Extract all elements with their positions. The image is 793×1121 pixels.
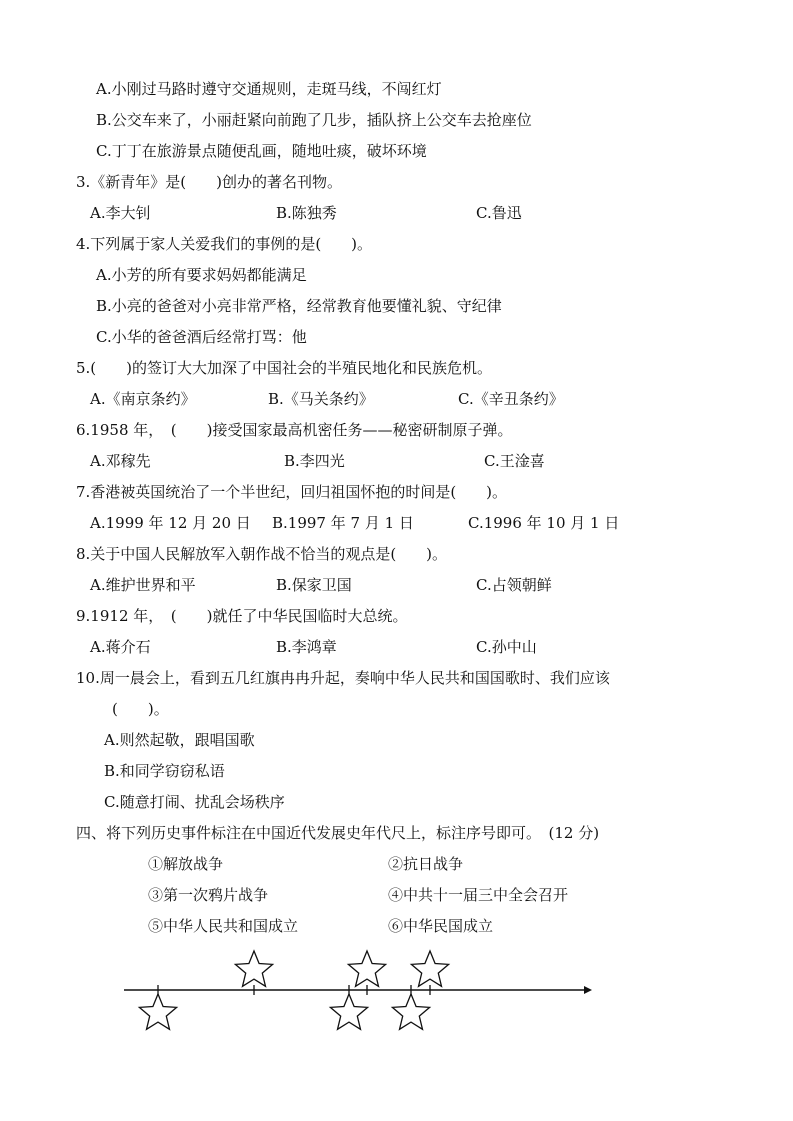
event-item: ⑥中华民国成立 — [388, 917, 494, 935]
q6-option-b: B.李四光 — [284, 452, 345, 470]
q2-option-b: B.公交车来了，小丽赶紧向前跑了几步，插队挤上公交车去抢座位 — [96, 111, 532, 129]
event-item: ①解放战争 — [148, 855, 224, 873]
q4-option-a: A.小芳的所有要求妈妈都能满足 — [96, 266, 307, 284]
q8-option-a: A.维护世界和平 — [90, 576, 196, 594]
q4-stem: 4.下列属于家人关爱我们的事例的是( )。 — [76, 235, 373, 253]
event-item: ④中共十一届三中全会召开 — [388, 886, 569, 904]
q6-stem: 6.1958 年， ( )接受国家最高机密任务——秘密研制原子弹。 — [76, 421, 513, 439]
q2-option-a: A.小刚过马路时遵守交通规则，走斑马线，不闯红灯 — [96, 80, 442, 98]
star-marker-icon[interactable] — [392, 994, 429, 1029]
q9-stem: 9.1912 年， ( )就任了中华民国临时大总统。 — [76, 607, 408, 625]
timeline-arrow-icon — [584, 986, 592, 994]
q10-option-a: A.则然起敬，跟唱国歌 — [104, 731, 255, 749]
q10-option-c: C.随意打闹、扰乱会场秩序 — [104, 793, 285, 811]
q6-option-a: A.邓稼先 — [90, 452, 151, 470]
q3-option-b: B.陈独秀 — [276, 204, 337, 222]
star-marker-icon[interactable] — [235, 951, 272, 986]
q8-stem: 8.关于中国人民解放军入朝作战不恰当的观点是( )。 — [76, 545, 448, 563]
q6-option-c: C.王淦喜 — [484, 452, 545, 470]
q4-option-b: B.小亮的爸爸对小亮非常严格，经常教育他要懂礼貌、守纪律 — [96, 297, 502, 315]
event-item: ③第一次鸦片战争 — [148, 886, 269, 904]
section-4-heading: 四、将下列历史事件标注在中国近代发展史年代尺上，标注序号即可。 (12 分) — [76, 824, 600, 842]
q7-option-b: B.1997 年 7 月 1 日 — [272, 514, 414, 532]
q3-stem: 3.《新青年》是( )创办的著名刊物。 — [76, 173, 343, 191]
q7-option-c: C.1996 年 10 月 1 日 — [468, 514, 620, 532]
history-timeline — [0, 940, 793, 1050]
q3-option-a: A.李大钊 — [90, 204, 151, 222]
q10-stem: 10.周一晨会上，看到五几红旗冉冉升起，奏响中华人民共和国国歌时、我们应该 — [76, 669, 610, 687]
q7-option-a: A.1999 年 12 月 20 日 — [90, 514, 251, 532]
q5-option-b: B.《马关条约》 — [268, 390, 374, 408]
q2-option-c: C.丁丁在旅游景点随便乱画，随地吐痰，破坏环境 — [96, 142, 427, 160]
q9-option-a: A.蒋介石 — [90, 638, 151, 656]
q9-option-c: C.孙中山 — [476, 638, 537, 656]
q10-stem-continuation: ( )。 — [112, 700, 169, 718]
q5-option-c: C.《辛丑条约》 — [458, 390, 564, 408]
q8-option-b: B.保家卫国 — [276, 576, 352, 594]
q8-option-c: C.占领朝鲜 — [476, 576, 552, 594]
event-item: ⑤中华人民共和国成立 — [148, 917, 299, 935]
q9-option-b: B.李鸿章 — [276, 638, 337, 656]
q5-option-a: A.《南京条约》 — [90, 390, 196, 408]
q3-option-c: C.鲁迅 — [476, 204, 522, 222]
q10-option-b: B.和同学窃窃私语 — [104, 762, 225, 780]
star-marker-icon[interactable] — [411, 951, 448, 986]
star-marker-icon[interactable] — [348, 951, 385, 986]
q5-stem: 5.( )的签订大大加深了中国社会的半殖民地化和民族危机。 — [76, 359, 493, 377]
star-marker-icon[interactable] — [139, 994, 176, 1029]
event-item: ②抗日战争 — [388, 855, 464, 873]
star-marker-icon[interactable] — [330, 994, 367, 1029]
q4-option-c: C.小华的爸爸酒后经常打骂：他 — [96, 328, 307, 346]
q7-stem: 7.香港被英国统治了一个半世纪，回归祖国怀抱的时间是( )。 — [76, 483, 508, 501]
